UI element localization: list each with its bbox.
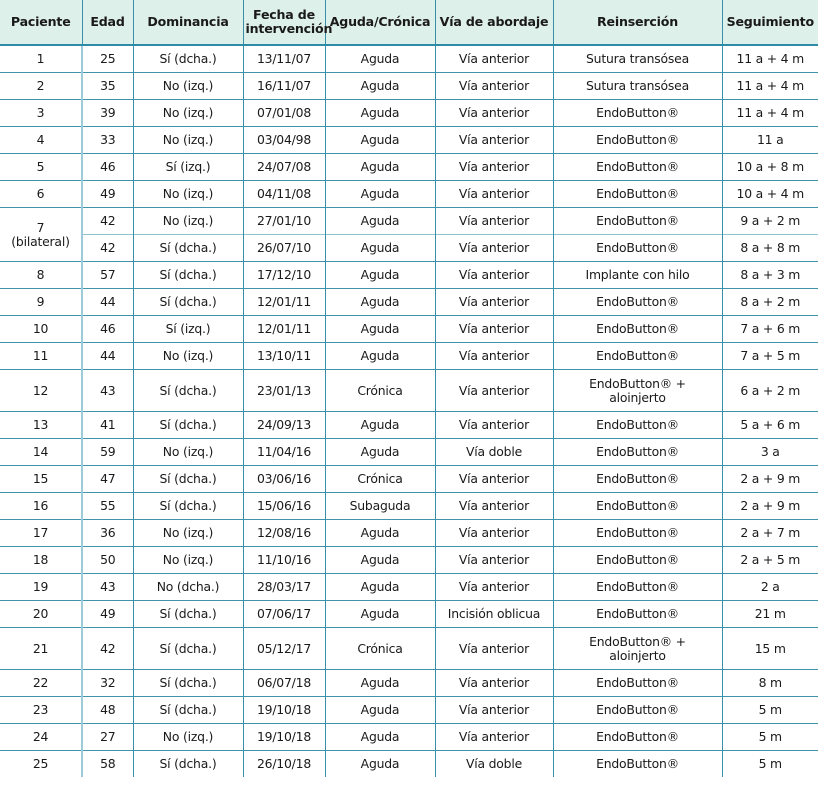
cell-dominancia: Sí (dcha.) [133,601,243,628]
cell-fecha: 19/10/18 [243,724,325,751]
cell-seguimiento: 2 a + 9 m [722,466,818,493]
table-row [0,100,818,127]
cell-seguimiento: 2 a + 5 m [722,547,818,574]
cell-fecha: 16/11/07 [243,73,325,100]
cell-seguimiento: 11 a + 4 m [722,73,818,100]
cell-tipo: Aguda [325,670,435,697]
cell-dominancia: Sí (dcha.) [133,493,243,520]
cell-paciente: 4 [0,127,82,154]
cell-dominancia: No (izq.) [133,208,243,235]
cell-dominancia: Sí (dcha.) [133,670,243,697]
cell-seguimiento: 9 a + 2 m [722,208,818,235]
cell-tipo: Aguda [325,235,435,262]
cell-edad: 42 [82,628,133,670]
cell-paciente: 3 [0,100,82,127]
header-edad: Edad [82,0,133,45]
cell-tipo: Aguda [325,724,435,751]
header-reinsercion: Reinserción [553,0,722,45]
cell-fecha: 15/06/16 [243,493,325,520]
cell-edad: 48 [82,697,133,724]
cell-reinsercion: EndoButton® [553,466,722,493]
cell-fecha: 03/04/98 [243,127,325,154]
cell-fecha: 28/03/17 [243,574,325,601]
cell-seguimiento: 8 m [722,670,818,697]
cell-fecha: 24/07/08 [243,154,325,181]
cell-edad: 35 [82,73,133,100]
cell-reinsercion: Implante con hilo [553,262,722,289]
table-row [0,262,818,289]
cell-reinsercion: Sutura transósea [553,73,722,100]
cell-tipo: Aguda [325,73,435,100]
cell-edad: 44 [82,289,133,316]
cell-via: Vía anterior [435,574,553,601]
cell-via: Vía anterior [435,181,553,208]
cell-reinsercion: EndoButton® [553,670,722,697]
cell-edad: 42 [82,208,133,235]
cell-paciente: 1 [0,45,82,73]
cell-edad: 47 [82,466,133,493]
table-row [0,412,818,439]
cell-via: Vía anterior [435,154,553,181]
cell-edad: 43 [82,574,133,601]
cell-seguimiento: 11 a + 4 m [722,45,818,73]
cell-edad: 41 [82,412,133,439]
cell-dominancia: No (izq.) [133,127,243,154]
cell-via: Vía anterior [435,208,553,235]
cell-tipo: Aguda [325,100,435,127]
cell-paciente: 11 [0,343,82,370]
table-row [0,628,818,670]
cell-fecha: 19/10/18 [243,697,325,724]
cell-via: Vía anterior [435,628,553,670]
cell-seguimiento: 5 m [722,697,818,724]
cell-reinsercion: EndoButton® [553,412,722,439]
cell-paciente: 17 [0,520,82,547]
cell-fecha: 12/01/11 [243,316,325,343]
table-row [0,343,818,370]
cell-dominancia: Sí (dcha.) [133,45,243,73]
cell-fecha: 11/10/16 [243,547,325,574]
cell-seguimiento: 5 m [722,751,818,778]
cell-via: Vía anterior [435,697,553,724]
cell-paciente: 24 [0,724,82,751]
cell-seguimiento: 2 a [722,574,818,601]
cell-edad: 43 [82,370,133,412]
cell-paciente-line1: 7 [36,219,45,235]
cell-seguimiento: 7 a + 6 m [722,316,818,343]
cell-tipo: Aguda [325,439,435,466]
cell-reinsercion: EndoButton® [553,574,722,601]
cell-seguimiento: 2 a + 9 m [722,493,818,520]
cell-fecha: 26/07/10 [243,235,325,262]
cell-tipo: Aguda [325,751,435,778]
cell-paciente: 19 [0,574,82,601]
cell-reinsercion: EndoButton® [553,235,722,262]
cell-reinsercion: EndoButton® [553,439,722,466]
cell-paciente: 13 [0,412,82,439]
table-row [0,316,818,343]
cell-edad: 25 [82,45,133,73]
cell-seguimiento: 8 a + 3 m [722,262,818,289]
cell-via: Vía anterior [435,547,553,574]
cell-tipo: Aguda [325,412,435,439]
cell-paciente: 21 [0,628,82,670]
table-row [0,289,818,316]
cell-fecha: 17/12/10 [243,262,325,289]
cell-dominancia: Sí (dcha.) [133,697,243,724]
header-seguimiento: Seguimiento [722,0,818,45]
header-fecha-line1: Fecha de [253,7,315,22]
cell-fecha: 13/10/11 [243,343,325,370]
header-paciente: Paciente [0,0,82,45]
cell-tipo: Aguda [325,343,435,370]
cell-dominancia: No (izq.) [133,547,243,574]
cell-paciente: 22 [0,670,82,697]
table-row [0,670,818,697]
cell-tipo: Aguda [325,45,435,73]
cell-fecha: 24/09/13 [243,412,325,439]
cell-dominancia: Sí (dcha.) [133,466,243,493]
cell-fecha: 12/08/16 [243,520,325,547]
cell-reinsercion: EndoButton® [553,751,722,778]
cell-fecha: 05/12/17 [243,628,325,670]
cell-fecha: 07/01/08 [243,100,325,127]
cell-seguimiento: 15 m [722,628,818,670]
cell-seguimiento: 21 m [722,601,818,628]
cell-reinsercion: EndoButton® [553,520,722,547]
cell-edad: 46 [82,154,133,181]
cell-dominancia: No (izq.) [133,181,243,208]
table-body [0,45,818,777]
cell-seguimiento: 7 a + 5 m [722,343,818,370]
table-row [0,547,818,574]
cell-edad: 46 [82,316,133,343]
cell-dominancia: Sí (dcha.) [133,751,243,778]
cell-reinsercion: EndoButton® [553,601,722,628]
cell-edad: 49 [82,601,133,628]
table-row [0,697,818,724]
cell-tipo: Aguda [325,127,435,154]
cell-via: Vía anterior [435,100,553,127]
cell-reinsercion-line2: aloinjerto [609,389,666,405]
cell-paciente: 20 [0,601,82,628]
cell-reinsercion [553,628,722,670]
cell-fecha: 04/11/08 [243,181,325,208]
header-fecha [243,0,333,45]
cell-paciente: 25 [0,751,82,778]
table-row [0,751,818,778]
table-row [0,181,818,208]
cell-paciente: 6 [0,181,82,208]
cell-edad: 33 [82,127,133,154]
table-row [0,235,818,262]
table-row [0,574,818,601]
cell-via: Vía anterior [435,127,553,154]
cell-fecha: 11/04/16 [243,439,325,466]
cell-via: Vía anterior [435,670,553,697]
cell-paciente: 9 [0,289,82,316]
cell-dominancia: No (izq.) [133,100,243,127]
cell-via: Vía anterior [435,493,553,520]
cell-reinsercion: EndoButton® [553,316,722,343]
cell-via: Vía anterior [435,520,553,547]
cell-tipo: Aguda [325,697,435,724]
cell-via: Vía anterior [435,289,553,316]
cell-via: Vía anterior [435,466,553,493]
cell-reinsercion-line1: EndoButton® + [589,633,686,649]
cell-tipo: Aguda [325,547,435,574]
table-row [0,45,818,73]
cell-via: Vía anterior [435,73,553,100]
cell-edad: 55 [82,493,133,520]
cell-edad: 42 [82,235,133,262]
cell-via: Vía anterior [435,235,553,262]
cell-fecha: 07/06/17 [243,601,325,628]
cell-tipo: Aguda [325,601,435,628]
cell-seguimiento: 6 a + 2 m [722,370,818,412]
table-row [0,601,818,628]
cell-tipo: Aguda [325,154,435,181]
cell-paciente: 5 [0,154,82,181]
cell-reinsercion: Sutura transósea [553,45,722,73]
cell-reinsercion: EndoButton® [553,493,722,520]
cell-edad: 39 [82,100,133,127]
cell-seguimiento: 2 a + 7 m [722,520,818,547]
cell-dominancia: No (izq.) [133,439,243,466]
cell-tipo: Aguda [325,520,435,547]
cell-reinsercion: EndoButton® [553,100,722,127]
cell-via: Vía anterior [435,412,553,439]
cell-dominancia: Sí (dcha.) [133,235,243,262]
cell-tipo: Subaguda [325,493,435,520]
cell-reinsercion: EndoButton® [553,154,722,181]
header-row [0,0,818,45]
cell-via: Vía anterior [435,316,553,343]
cell-edad: 59 [82,439,133,466]
cell-dominancia: Sí (dcha.) [133,412,243,439]
cell-via: Incisión oblicua [435,601,553,628]
cell-edad: 49 [82,181,133,208]
cell-edad: 27 [82,724,133,751]
table-header [0,0,818,45]
cell-paciente: 14 [0,439,82,466]
table-row [0,73,818,100]
cell-via: Vía anterior [435,724,553,751]
header-fecha-line2: intervención [245,21,333,36]
cell-tipo: Aguda [325,181,435,208]
cell-dominancia: No (izq.) [133,520,243,547]
cell-via: Vía doble [435,751,553,778]
cell-via: Vía anterior [435,45,553,73]
cell-paciente: 12 [0,370,82,412]
cell-seguimiento: 10 a + 8 m [722,154,818,181]
cell-tipo: Aguda [325,262,435,289]
cell-seguimiento: 8 a + 8 m [722,235,818,262]
cell-reinsercion-line2: aloinjerto [609,647,666,663]
cell-tipo: Aguda [325,208,435,235]
cell-via: Vía anterior [435,370,553,412]
cell-dominancia: Sí (izq.) [133,316,243,343]
cell-dominancia: Sí (dcha.) [133,370,243,412]
header-dominancia: Dominancia [133,0,243,45]
header-aguda-cronica: Aguda/Crónica [325,0,435,45]
cell-paciente-line2: (bilateral) [11,233,70,249]
cell-paciente: 18 [0,547,82,574]
header-via: Vía de abordaje [435,0,553,45]
cell-edad: 50 [82,547,133,574]
cell-edad: 44 [82,343,133,370]
cell-reinsercion: EndoButton® [553,697,722,724]
cell-dominancia: Sí (dcha.) [133,628,243,670]
cell-seguimiento: 8 a + 2 m [722,289,818,316]
cell-reinsercion: EndoButton® [553,343,722,370]
table-row [0,127,818,154]
cell-fecha: 27/01/10 [243,208,325,235]
cell-tipo: Aguda [325,316,435,343]
cell-fecha: 23/01/13 [243,370,325,412]
cell-seguimiento: 5 m [722,724,818,751]
cell-paciente: 10 [0,316,82,343]
table-row [0,466,818,493]
table-row [0,724,818,751]
cell-fecha: 06/07/18 [243,670,325,697]
cell-dominancia: No (dcha.) [133,574,243,601]
table-row [0,208,818,235]
cell-edad: 58 [82,751,133,778]
cell-edad: 57 [82,262,133,289]
table-row [0,493,818,520]
cell-via: Vía anterior [435,262,553,289]
cell-seguimiento: 10 a + 4 m [722,181,818,208]
cell-dominancia: Sí (dcha.) [133,289,243,316]
cell-seguimiento: 11 a + 4 m [722,100,818,127]
cell-edad: 32 [82,670,133,697]
cell-seguimiento: 11 a [722,127,818,154]
cell-seguimiento: 5 a + 6 m [722,412,818,439]
cell-reinsercion: EndoButton® [553,547,722,574]
cell-dominancia: No (izq.) [133,343,243,370]
cell-dominancia: Sí (izq.) [133,154,243,181]
table-row [0,439,818,466]
cell-paciente [0,208,82,262]
cell-paciente: 8 [0,262,82,289]
cell-via: Vía anterior [435,343,553,370]
table-row [0,520,818,547]
cell-paciente: 16 [0,493,82,520]
cell-dominancia: No (izq.) [133,73,243,100]
cell-seguimiento: 3 a [722,439,818,466]
cell-paciente: 2 [0,73,82,100]
cell-edad: 36 [82,520,133,547]
cell-tipo: Aguda [325,289,435,316]
cell-fecha: 03/06/16 [243,466,325,493]
cell-reinsercion: EndoButton® [553,724,722,751]
cell-fecha: 13/11/07 [243,45,325,73]
cell-dominancia: No (izq.) [133,724,243,751]
cell-reinsercion-line1: EndoButton® + [589,375,686,391]
cell-paciente: 15 [0,466,82,493]
cell-paciente: 23 [0,697,82,724]
cell-tipo: Crónica [325,370,435,412]
cell-reinsercion: EndoButton® [553,208,722,235]
cell-reinsercion: EndoButton® [553,181,722,208]
cell-reinsercion: EndoButton® [553,289,722,316]
cell-dominancia: Sí (dcha.) [133,262,243,289]
cell-fecha: 26/10/18 [243,751,325,778]
cell-via: Vía doble [435,439,553,466]
cell-tipo: Crónica [325,628,435,670]
cell-fecha: 12/01/11 [243,289,325,316]
cell-tipo: Crónica [325,466,435,493]
cell-reinsercion: EndoButton® [553,127,722,154]
cell-reinsercion [553,370,722,412]
table-row [0,154,818,181]
cell-tipo: Aguda [325,574,435,601]
table-row [0,370,818,412]
